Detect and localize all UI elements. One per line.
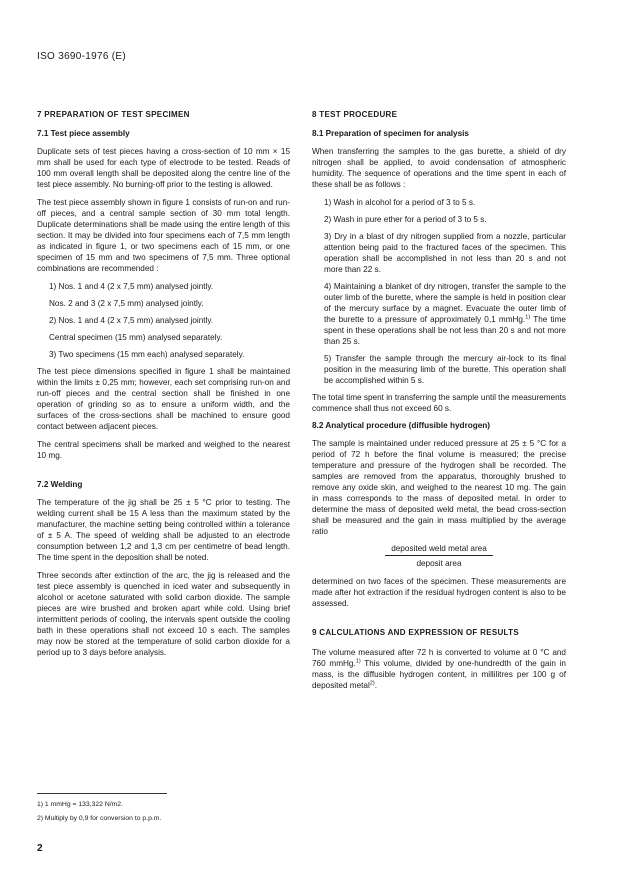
left-column — [37, 110, 290, 665]
step-1: 1) Wash in alcohol for a period of 3 to 5 s. — [324, 198, 476, 207]
combination-2: 2) Nos. 1 and 4 (2 x 7,5 mm) analysed jointly. — [49, 316, 214, 325]
paragraph — [312, 647, 566, 691]
footnote-ref: 1) — [355, 658, 361, 665]
right-column — [312, 110, 566, 698]
paragraph: The total time spent in transferring the sample until the measurements commence shall thus not exceed 60 s. — [312, 393, 566, 413]
paragraph: Duplicate sets of test pieces having a cross-section of 10 mm × 15 mm shall be used for each type of electrode to be tested. Reads of 100 mm overall length shall be deposited along the centre line of the test piece assembly. No burning-off prior to the testing is allowed. — [37, 147, 290, 189]
footnote-ref: 1) — [525, 314, 531, 321]
step-3: 3) Dry in a blast of dry nitrogen supplied from a nozzle, particular attention being paid to the fractured faces of the specimen. This operation shall be accomplished in not less than 20 s and not more than 22 s. — [324, 232, 566, 274]
combination-2b: Central specimen (15 mm) analysed separately. — [49, 333, 223, 342]
result-text-end: . — [374, 681, 377, 690]
section-7-2-title: 7.2 Welding — [37, 480, 83, 489]
step-4-text-end: The time spent in these operations shall be not less than 20 s and not more than 25 s. — [324, 315, 566, 346]
ratio-denominator: deposit area — [416, 559, 462, 568]
paragraph: The test piece assembly shown in figure 1 consists of run-on and run-off pieces, and a central sample section of 30 mm total length. Duplicate determinations shall be made using the entire length of this section. It may be divided into four specimens each of 7,5 mm length as indicated in figure 1, or two specimens each of 15 mm, or one specimen of 15 mm and two specimens of 7,5 mm. Three optional combinations are recommended : — [37, 198, 290, 273]
paragraph: The sample is maintained under reduced pressure at 25 ± 5 °C for a period of 72 h before the final volume is measured; the precise temperature and pressure of the hydrogen shall be recorded. The samples are removed from the apparatus, thoroughly brushed to remove any oxide skin, and weighed to the nearest 10 mg. The gain in mass corresponds to the mass of deposited metal. In order to determine the mass of deposited weld metal, the bead cross-section shall be measured and the gain in mass multiplied by the average ratio — [312, 439, 566, 536]
step-2: 2) Wash in pure ether for a period of 3 to 5 s. — [324, 215, 487, 224]
section-9-title: 9 CALCULATIONS AND EXPRESSION OF RESULTS — [312, 628, 519, 637]
result-text: The volume measured after 72 h is converted to volume at 0 °C and 760 mmHg. — [312, 648, 566, 668]
paragraph: When transferring the samples to the gas burette, a shield of dry nitrogen shall be applied, to avoid condensation of atmospheric humidity. The sequence of operations and the time spent in each of these shall be as follows : — [312, 147, 566, 189]
step-4-text: 4) Maintaining a blanket of dry nitrogen, transfer the sample to the outer limb of the burette, where the sample is held in position clear of the mercury surface by a magnet. Evacuate the outer limb of the burette to a pressure of approximately 0,1 mmHg. — [324, 282, 566, 324]
combination-3: 3) Two specimens (15 mm each) analysed separately. — [49, 350, 245, 359]
paragraph: The central specimens shall be marked and weighed to the nearest 10 mg. — [37, 440, 290, 460]
footnote-1: 1) 1 mmHg = 133,322 N/m2. — [37, 801, 123, 808]
result-text-2: This volume, divided by one-hundredth of the gain in mass, is the diffusible hydrogen content, in millilitres per 100 g of deposited metal — [312, 659, 566, 690]
page-number: 2 — [37, 843, 43, 854]
combination-1b: Nos. 2 and 3 (2 x 7,5 mm) analysed jointly. — [49, 299, 204, 308]
section-8-1-title: 8.1 Preparation of specimen for analysis — [312, 129, 469, 138]
paragraph: The temperature of the jig shall be 25 ± 5 °C prior to testing. The welding current shall be 15 A less than the maximum stated by the manufacturer, the machine setting being controlled within a tolerance of ± 5 A. The speed of welding shall be adjusted to an electrode consumption between 1,2 and 1,3 cm per centimetre of bead length. The time spent in the deposition shall be noted. — [37, 498, 290, 562]
document-id: ISO 3690-1976 (E) — [37, 51, 127, 62]
step-4 — [324, 281, 566, 347]
paragraph: The test piece dimensions specified in figure 1 shall be maintained within the limits ± 0,25 mm; however, each set comprising run-on and run-off pieces and the central section shall be finished in one operation of grinding so as to ensure a uniform width, and the surfaces of the cross-sections shall be machined to ensure good contact between adjacent pieces. — [37, 367, 290, 431]
ratio-numerator: deposited weld metal area — [385, 544, 493, 556]
paragraph: Three seconds after extinction of the arc, the jig is released and the test piece assembly is quenched in iced water and subsequently in alcohol or acetone saturated with solid carbon dioxide. The sample pieces are wire brushed and broken apart while cold. Using brief intermittent periods of cooling, the intervals spent outside the cooling bath in these operations shall not exceed 10 s each. The samples may now be stored at the temperature of solid carbon dioxide for a period up to 3 days before analysis. — [37, 571, 290, 657]
area-ratio — [312, 544, 566, 568]
section-8-2-title: 8.2 Analytical procedure (diffusible hydrogen) — [312, 421, 491, 430]
paragraph: determined on two faces of the specimen. These measurements are made after hot extraction if the residual hydrogen content is also to be assessed. — [312, 577, 566, 608]
footnote-ref: 2) — [369, 680, 375, 687]
section-8-title: 8 TEST PROCEDURE — [312, 110, 398, 119]
combination-1: 1) Nos. 1 and 4 (2 x 7,5 mm) analysed jointly. — [49, 282, 214, 291]
step-5: 5) Transfer the sample through the mercury air-lock to its final position in the measuring limb of the burette. This operation shall be accomplished within 5 s. — [324, 354, 566, 385]
section-7-1-title: 7.1 Test piece assembly — [37, 129, 130, 138]
footnote-rule — [37, 793, 167, 794]
footnote-2: 2) Multiply by 0,9 for conversion to p.p.m. — [37, 815, 162, 822]
footnotes — [37, 793, 290, 827]
section-7-title: 7 PREPARATION OF TEST SPECIMEN — [37, 110, 190, 119]
